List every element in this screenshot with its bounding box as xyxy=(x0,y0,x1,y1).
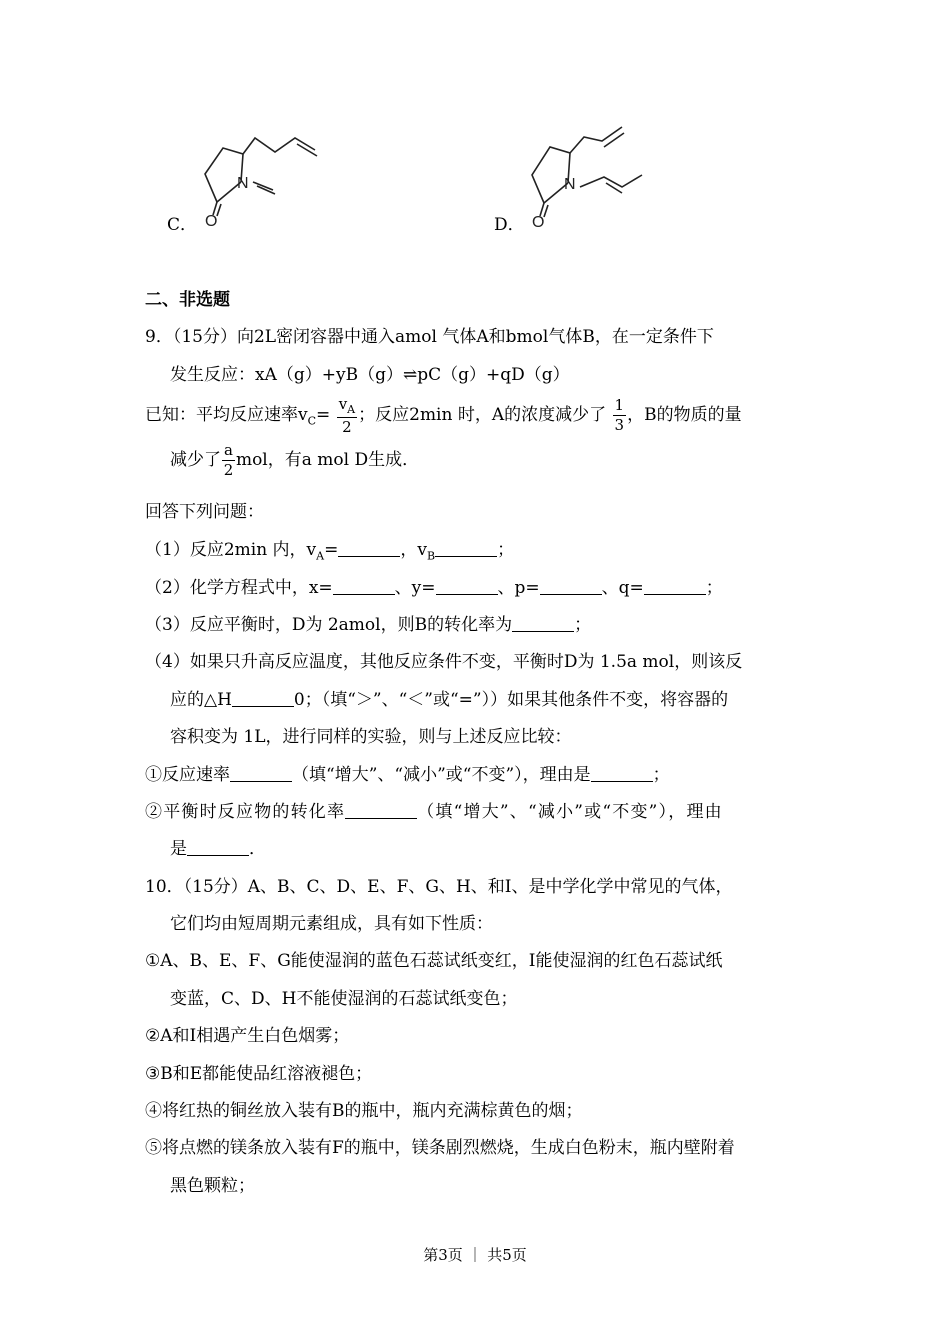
q9-reduce-pre: 减少了 xyxy=(170,450,221,470)
q9-s1-end: ； xyxy=(652,765,670,785)
frac-va-num: v xyxy=(338,394,348,413)
atom-o-c: O xyxy=(205,213,218,230)
frac-one-third xyxy=(613,398,627,433)
q9-p1-mid: ，v xyxy=(400,540,427,560)
q9-p2-p: 、p= xyxy=(497,578,540,598)
q9-known-pre: 已知：平均反应速率v xyxy=(145,405,308,425)
q9-part1 xyxy=(145,535,514,562)
q10-item1-line1: ①A、B、E、F、G能使湿润的蓝色石蕊试纸变红，I能使湿润的红色石蕊试纸 xyxy=(145,951,723,971)
frac-va-num-sub: A xyxy=(347,402,356,416)
atom-n-d: N xyxy=(564,176,576,193)
section-heading: 二、非选题 xyxy=(145,290,230,310)
q9-part2 xyxy=(145,573,723,598)
frac-a2-num: a xyxy=(224,441,233,459)
q9-p1-sub-a: A xyxy=(316,549,325,563)
q9-p3-pre: （3）反应平衡时，D为 2amol，则B的转化率为 xyxy=(145,615,513,635)
page-footer: 第3页 ｜ 共5页 xyxy=(423,1246,527,1264)
q9-known-eq: = xyxy=(316,405,331,425)
answer-blank-va[interactable] xyxy=(338,540,400,557)
answer-blank-vb[interactable] xyxy=(435,540,497,557)
q9-p1-end: ； xyxy=(497,540,515,560)
q9-known-mid: ；反应2min 时，A的浓度减少了 xyxy=(358,405,607,425)
q10-item5-line1: ⑤将点燃的镁条放入装有F的瓶中，镁条剧烈燃烧，生成白色粉末，瓶内壁附着 xyxy=(145,1138,735,1158)
q9-part3 xyxy=(145,610,591,635)
q9-p1-pre: （1）反应2min 内，v xyxy=(145,540,317,560)
frac-va-den: 2 xyxy=(342,417,352,436)
q9-p2-end: ； xyxy=(705,578,723,598)
q9-line2: 发生反应：xA（g）+yB（g）⇌pC（g）+qD（g） xyxy=(170,365,570,385)
q9-sub1 xyxy=(145,760,670,785)
answer-blank-rate-reason[interactable] xyxy=(591,765,653,782)
answer-blank-x[interactable] xyxy=(333,578,395,595)
q9-p2-pre: （2）化学方程式中，x= xyxy=(145,578,333,598)
frac-third-num: 1 xyxy=(614,396,625,414)
answer-blank-conversion[interactable] xyxy=(512,615,574,632)
answer-blank-y[interactable] xyxy=(436,578,498,595)
q10-item3: ③B和E都能使品红溶液褪色； xyxy=(145,1064,373,1084)
answer-blank-conversion-reason[interactable] xyxy=(187,839,249,856)
frac-a-over-2 xyxy=(222,443,235,478)
q9-sub2-line2 xyxy=(170,834,266,859)
q10-item1-line2: 变蓝，C、D、H不能使湿润的石蕊试纸变色； xyxy=(170,989,518,1009)
q10-item5-line2: 黑色颗粒； xyxy=(170,1176,255,1196)
q9-p2-q: 、q= xyxy=(601,578,644,598)
q9-reduce xyxy=(170,440,419,480)
q9-s2-line2-pre: 是 xyxy=(170,839,187,859)
q9-answer-intro: 回答下列问题： xyxy=(145,502,264,522)
q9-p4-line3: 容积变为 1L，进行同样的实验，则与上述反应比较： xyxy=(170,727,572,747)
q9-p4-line2-pre: 应的△H xyxy=(170,690,232,710)
atom-o-d: O xyxy=(532,214,545,231)
answer-blank-delta-h[interactable] xyxy=(232,690,294,707)
option-d-label: D． xyxy=(494,215,525,235)
q9-s1-mid: （填“增大”、“减小”或“不变”），理由是 xyxy=(292,765,591,785)
q10-line1: 10．（15分）A、B、C、D、E、F、G、H、和I、是中学化学中常见的气体， xyxy=(145,877,733,897)
frac-va-over-2 xyxy=(337,394,357,436)
q9-p4-line1: （4）如果只升高反应温度，其他反应条件不变，平衡时D为 1.5a mol，则该反 xyxy=(145,652,743,672)
q9-known xyxy=(145,395,742,441)
answer-blank-rate[interactable] xyxy=(230,765,292,782)
q9-s2-post: （填“增大”、“减小”或“不变”），理由 xyxy=(417,802,723,822)
q9-s1-pre: ①反应速率 xyxy=(145,765,230,785)
q9-s2-line2-end: ． xyxy=(249,839,266,859)
q9-p3-end: ； xyxy=(574,615,592,635)
frac-a2-den: 2 xyxy=(223,461,234,479)
q10-item4: ④将红热的铜丝放入装有B的瓶中，瓶内充满棕黄色的烟； xyxy=(145,1101,583,1121)
frac-third-den: 3 xyxy=(614,416,625,434)
q9-known-sub-c: C xyxy=(307,414,317,428)
q9-p2-y: 、y= xyxy=(394,578,436,598)
q9-sub2 xyxy=(145,797,723,822)
q9-line1: 9．（15分）向2L密闭容器中通入amol 气体A和bmol气体B，在一定条件下 xyxy=(145,327,714,347)
structure-c xyxy=(195,130,345,230)
q9-p4-line2-post: 0；（填“＞”、“＜”或“=”））如果其他条件不变，将容器的 xyxy=(293,690,729,710)
q9-p4-line2 xyxy=(170,685,728,710)
q9-s2-pre: ②平衡时反应物的转化率 xyxy=(145,802,346,822)
structure-d xyxy=(522,125,682,230)
option-c-label: C． xyxy=(167,215,198,235)
q9-known-end: ，B的物质的量 xyxy=(627,405,742,425)
answer-blank-conversion-change[interactable] xyxy=(345,802,417,819)
q10-item2: ②A和I相遇产生白色烟雾； xyxy=(145,1026,350,1046)
q9-p1-sub-b: B xyxy=(426,549,436,563)
answer-blank-q[interactable] xyxy=(644,578,706,595)
answer-blank-p[interactable] xyxy=(540,578,602,595)
q9-p1-eq: = xyxy=(324,540,339,560)
q10-line2: 它们均由短周期元素组成，具有如下性质： xyxy=(170,914,493,934)
q9-reduce-post: mol，有a mol D生成． xyxy=(235,450,420,470)
atom-n-c: N xyxy=(237,175,249,192)
